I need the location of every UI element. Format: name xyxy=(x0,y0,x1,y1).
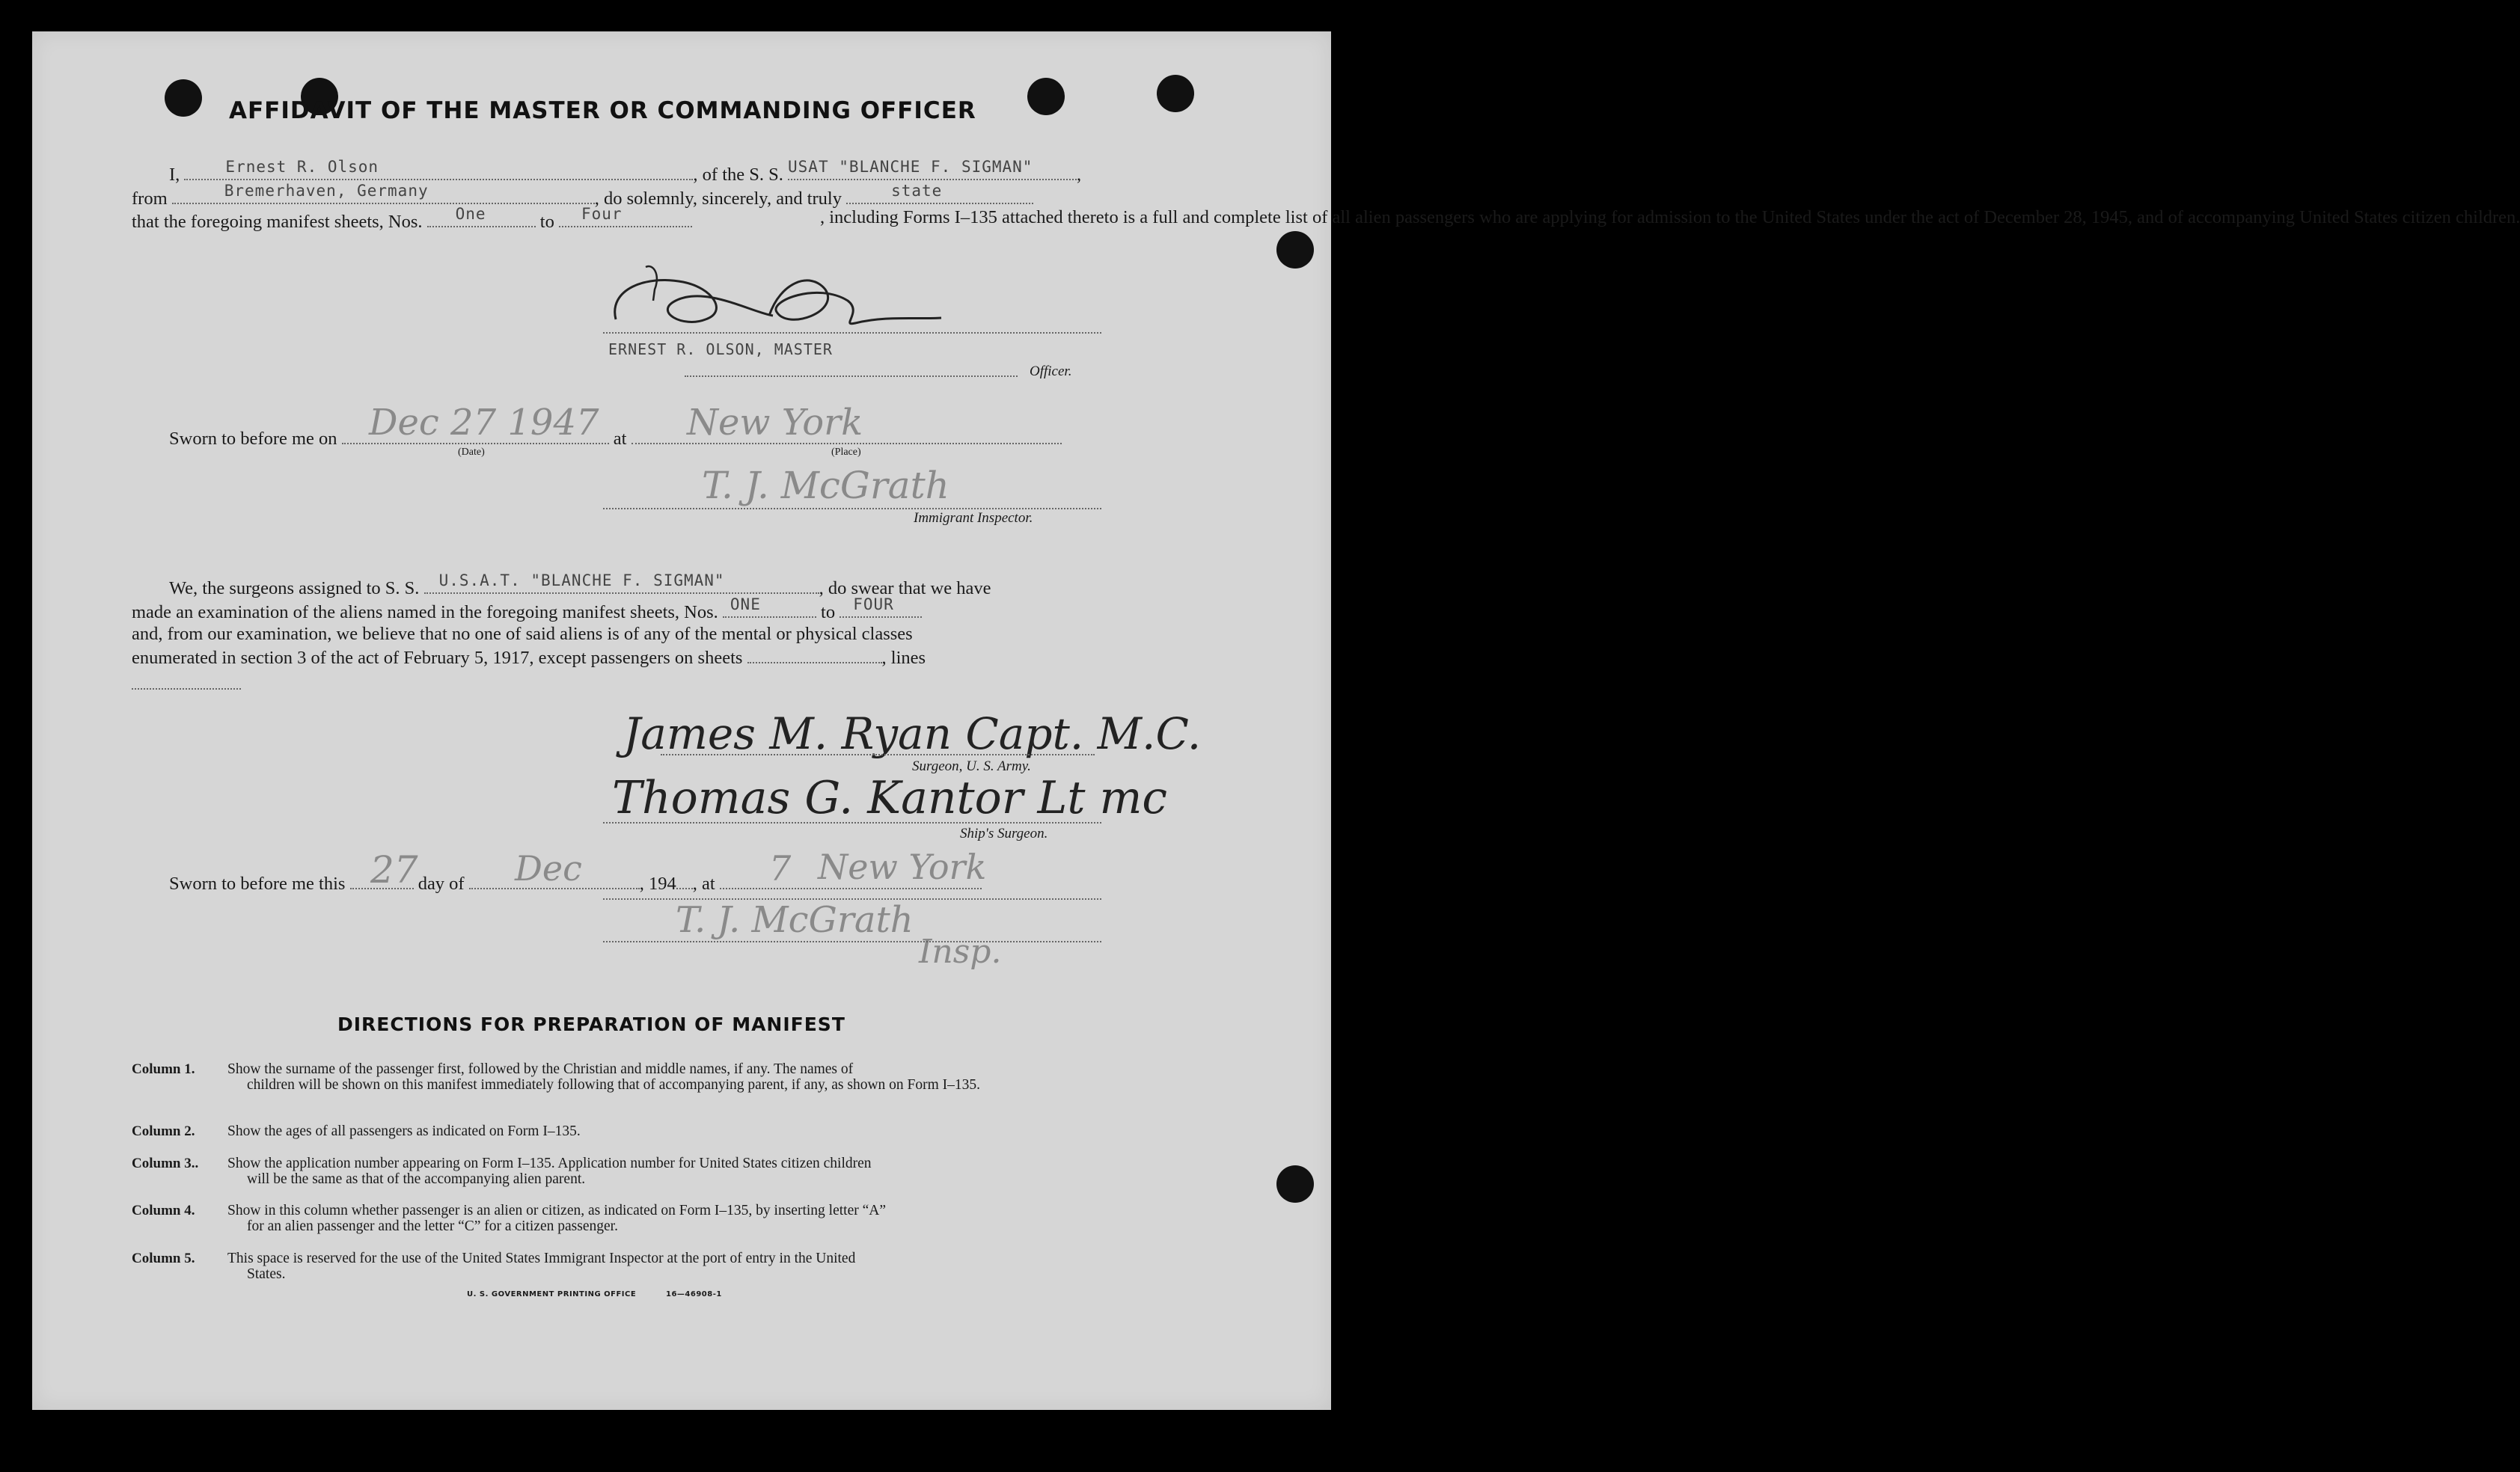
sworn-at-label: at xyxy=(613,429,627,449)
sheet-from-field xyxy=(427,205,536,227)
ship-name: USAT "BLANCHE F. SIGMAN" xyxy=(788,158,1033,176)
inspector-signature-2: T. J. McGrath xyxy=(676,899,914,941)
directions-title: DIRECTIONS FOR PREPARATION OF MANIFEST xyxy=(337,1013,845,1035)
to-label: to xyxy=(539,212,554,232)
date-caption: (Date) xyxy=(458,447,485,458)
sheet-from: One xyxy=(455,205,486,223)
army-surgeon-line xyxy=(661,754,1095,755)
surgeons-sheet-to: FOUR xyxy=(853,595,894,613)
officer-caption: Officer. xyxy=(1030,364,1072,379)
except-sheets-field xyxy=(747,645,882,663)
inspector-signature: T. J. McGrath xyxy=(702,464,949,507)
column-3-text xyxy=(227,1156,1137,1187)
sworn-month: Dec xyxy=(515,848,582,889)
sheets-label: that the foregoing manifest sheets, Nos. xyxy=(132,212,423,232)
form-number: 16—46908-1 xyxy=(666,1290,722,1298)
master-signature-line xyxy=(603,332,1101,334)
year-label: , 194 xyxy=(639,874,676,894)
manifest-page xyxy=(32,31,2520,1410)
column-1-first: Show the surname of the passenger first, followed by the Christian and middle names, if any. The names of xyxy=(227,1061,854,1077)
surgeons-ship-field xyxy=(424,571,819,594)
lines-label: , lines xyxy=(881,647,926,668)
verb-field xyxy=(846,181,1033,204)
printer-imprint: U. S. GOVERNMENT PRINTING OFFICE xyxy=(467,1290,637,1298)
swear-label: , do swear that we have xyxy=(819,578,991,598)
sworn-place-2: New York xyxy=(818,847,987,887)
surgeons-line-2: made an examination of the aliens named in the foregoing manifest sheets, Nos. xyxy=(132,601,718,622)
from-field xyxy=(172,181,595,204)
punch-hole xyxy=(1276,1165,1314,1203)
surgeons-line-4: enumerated in section 3 of the act of February 5, 1917, except passengers on sheets xyxy=(132,647,743,668)
master-signature xyxy=(601,260,945,349)
surgeons-label: We, the surgeons assigned to S. S. xyxy=(169,578,420,598)
ship-surgeon-line xyxy=(603,822,1101,824)
sworn-day: 27 xyxy=(370,848,418,892)
sheet-to: Four xyxy=(581,205,623,223)
surgeons-sheet-from: ONE xyxy=(730,595,761,613)
sheet-to-field xyxy=(559,205,692,227)
column-4-rest: for an alien passenger and the letter “C” for a citizen passenger. xyxy=(247,1218,618,1234)
inspector-line xyxy=(603,508,1101,509)
column-3-first: Show the application number appearing on Form I–135. Application number for United States citizen children xyxy=(227,1156,872,1171)
inspector-title-abbr: Insp. xyxy=(919,933,1002,971)
day-of-label: day of xyxy=(418,874,465,894)
surgeons-sheet-to-field xyxy=(840,595,922,618)
master-name-field xyxy=(184,158,693,180)
of-ss-label: , of the S. S. xyxy=(693,165,783,185)
column-2-text xyxy=(227,1123,1137,1139)
ship-surgeon-caption: Ship's Surgeon. xyxy=(960,826,1048,841)
surgeons-line-3: and, from our examination, we believe that no one of said aliens is of any of the mental or physical classes xyxy=(132,624,913,644)
master-affidavit: I, Ernest R. Olson , of the S. S. USAT "BLANCHE F. SIGMAN" , from Bremerhaven, Germany , do solemnly, sincerely, and truly state that the foregoing manifest sheets, Nos. One to Four , including Forms I–135 attached thereto is a full and complete list of all alien passengers who are applying for admission to the United States under the act of December 28, 1945, and of accompanying United States citizen children. xyxy=(132,162,1137,277)
sworn-place: New York xyxy=(687,402,863,444)
column-5-text xyxy=(227,1251,1137,1282)
surgeons-sheet-from-field xyxy=(723,595,816,618)
inspector-line-3 xyxy=(603,941,1101,942)
solemnly-label: , do solemnly, sincerely, and truly xyxy=(594,188,842,209)
i-label: I, xyxy=(169,165,180,185)
surgeons-statement xyxy=(132,571,1137,696)
column-1-text xyxy=(227,1061,1137,1093)
sworn-on-line xyxy=(132,426,1137,450)
column-5-first: This space is reserved for the use of the United States Immigrant Inspector at the port of entry in the United xyxy=(227,1251,856,1266)
ship-name-field xyxy=(788,158,1077,180)
sworn-this-label: Sworn to before me this xyxy=(169,874,346,894)
column-1-label: Column 1. xyxy=(132,1061,195,1077)
column-5-rest: States. xyxy=(247,1266,286,1282)
page-title: AFFIDAVIT OF THE MASTER OR COMMANDING OFFICER xyxy=(229,97,976,124)
sworn-year-field xyxy=(676,871,693,889)
from-place: Bremerhaven, Germany xyxy=(224,181,429,200)
column-4-text xyxy=(227,1203,1137,1234)
sworn-at-2-label: , at xyxy=(692,874,715,894)
inspector-caption: Immigrant Inspector. xyxy=(914,510,1033,526)
sworn-on-label: Sworn to before me on xyxy=(169,429,337,449)
column-4-first: Show in this column whether passenger is an alien or citizen, as indicated on Form I–135, by inserting letter “A” xyxy=(227,1203,886,1218)
typed-officer-name: ERNEST R. OLSON, MASTER xyxy=(608,340,833,358)
column-2-label: Column 2. xyxy=(132,1123,195,1139)
punch-hole xyxy=(1276,231,1314,269)
column-3-label: Column 3.. xyxy=(132,1156,199,1171)
inspector-line-2 xyxy=(603,898,1101,900)
master-name: Ernest R. Olson xyxy=(225,158,379,176)
column-5-label: Column 5. xyxy=(132,1251,195,1266)
sworn-date: Dec 27 1947 xyxy=(369,402,599,444)
place-caption: (Place) xyxy=(831,447,861,458)
column-1-rest: children will be shown on this manifest immediately following that of accompanying parent, if any, as shown on Form I–135. xyxy=(247,1077,981,1093)
affidavit-body: , including Forms I–135 attached thereto is a full and complete list of all alien passengers who are applying for admission to the United States under the act of December 28, 1945, and of accompanying United States citizen children. xyxy=(820,207,2520,227)
from-label: from xyxy=(132,188,168,209)
army-surgeon-caption: Surgeon, U. S. Army. xyxy=(912,758,1031,774)
army-surgeon-signature: James M. Ryan Capt. M.C. xyxy=(623,708,1202,759)
punch-hole xyxy=(165,79,202,117)
punch-hole xyxy=(1027,78,1065,115)
surgeons-to-label: to xyxy=(821,601,836,622)
officer-line xyxy=(685,375,1018,377)
surgeons-ship: U.S.A.T. "BLANCHE F. SIGMAN" xyxy=(438,571,725,589)
column-4-label: Column 4. xyxy=(132,1203,195,1218)
ship-surgeon-signature: Thomas G. Kantor Lt mc xyxy=(612,772,1168,824)
column-3-rest: will be the same as that of the accompanying alien parent. xyxy=(247,1171,586,1187)
sworn-year-digit: 7 xyxy=(769,848,792,889)
verb: state xyxy=(891,181,943,200)
column-2-first: Show the ages of all passengers as indicated on Form I–135. xyxy=(227,1123,581,1139)
punch-hole xyxy=(1157,75,1194,112)
except-lines-field xyxy=(132,672,241,690)
